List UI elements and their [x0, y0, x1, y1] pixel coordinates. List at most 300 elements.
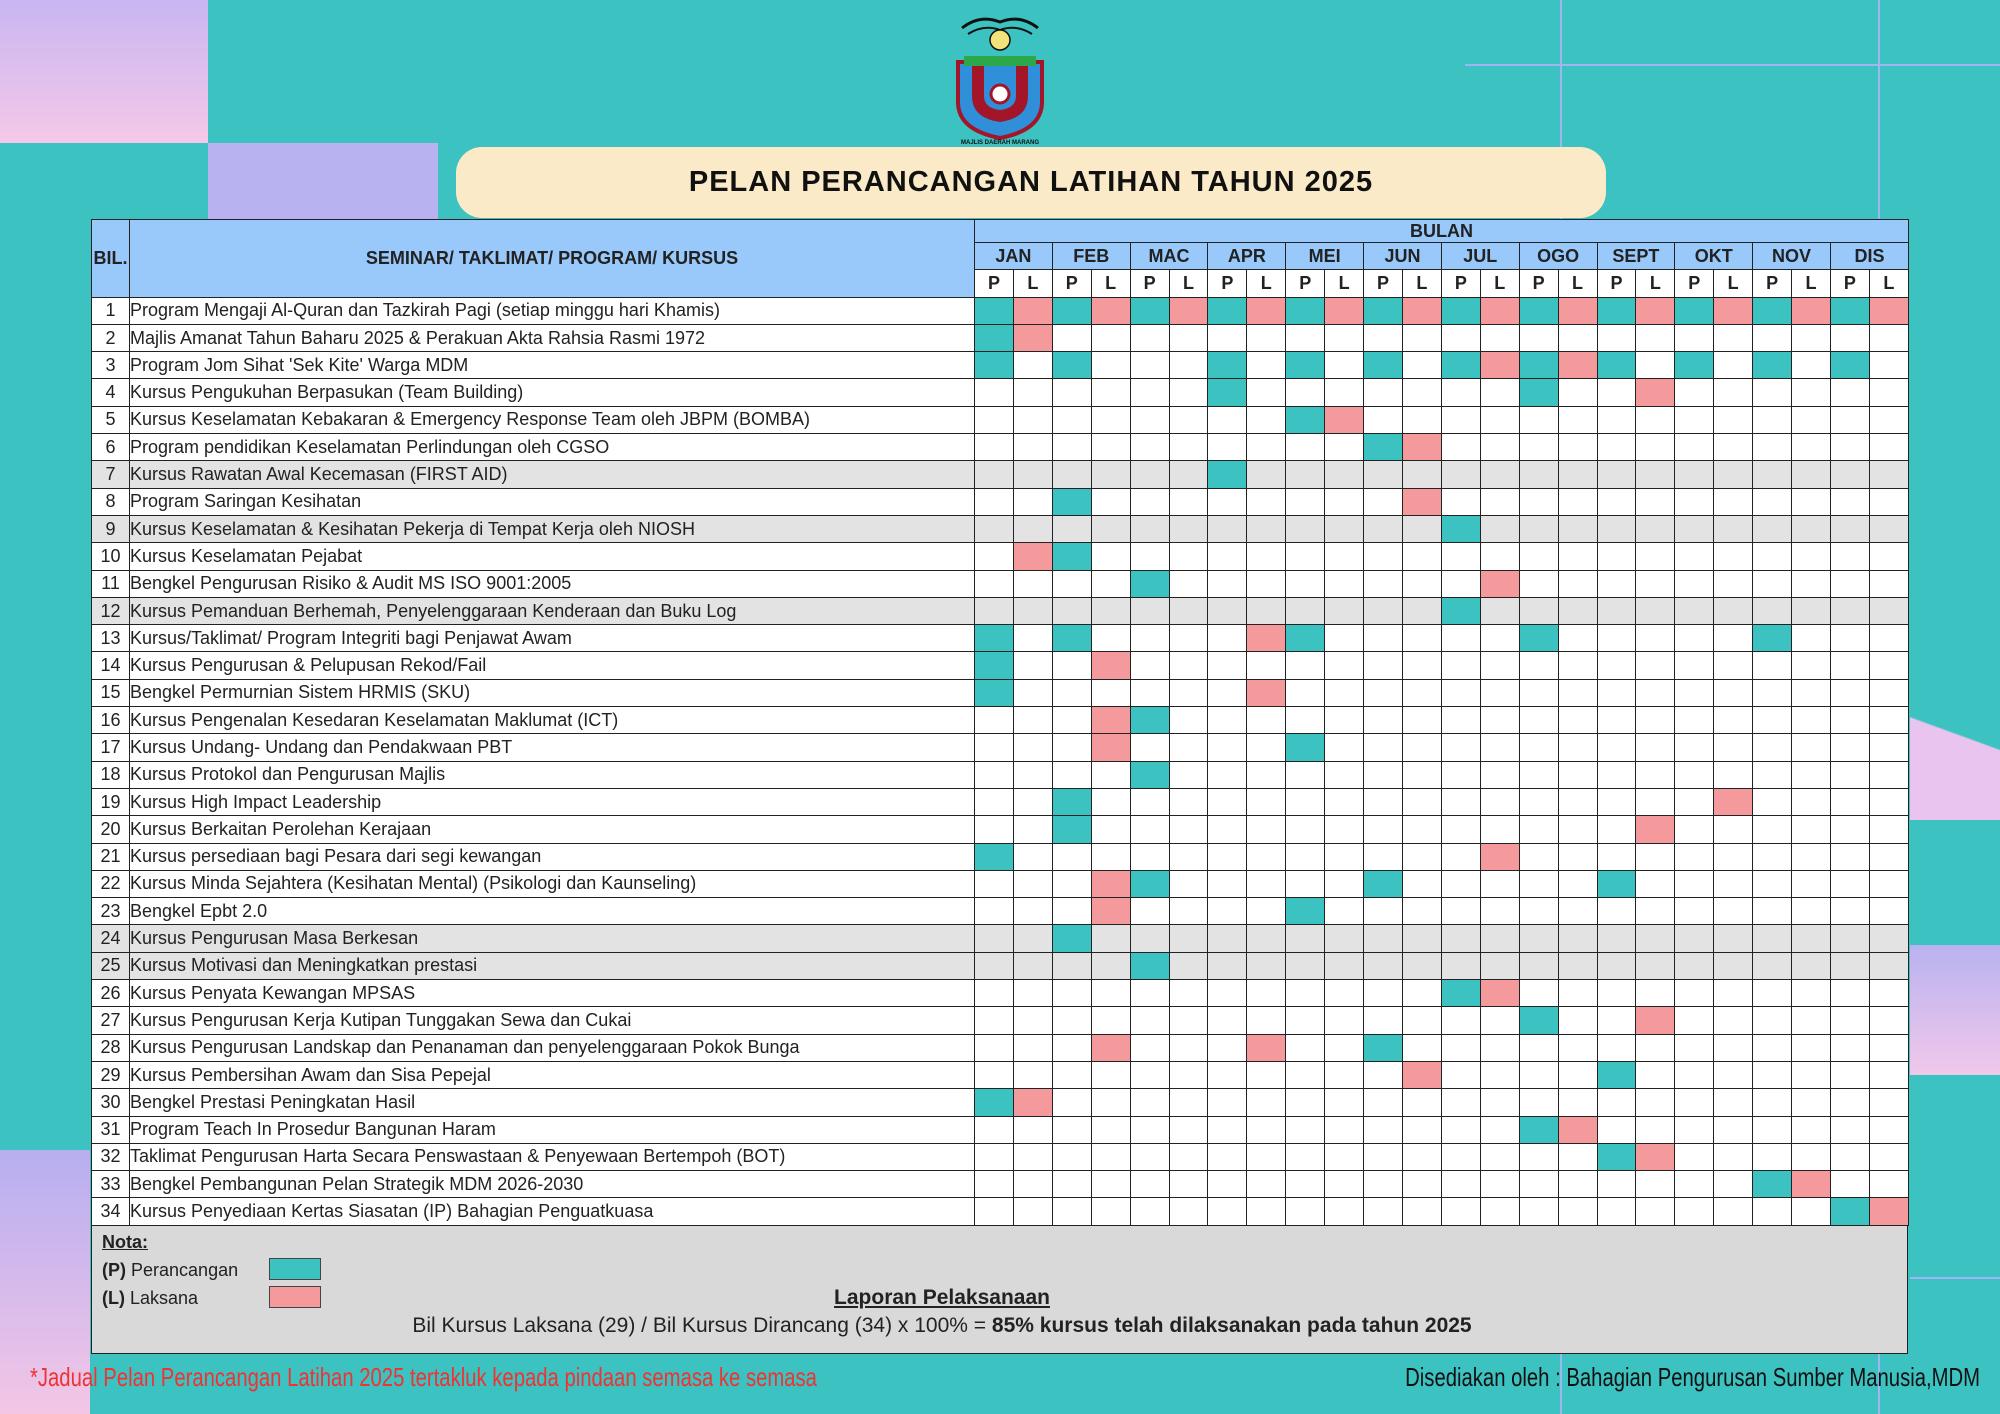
empty-cell [1869, 543, 1908, 570]
program-name: Taklimat Pengurusan Harta Secara Penswastaan & Penyewaan Bertempoh (BOT) [130, 1143, 975, 1170]
empty-cell [1519, 870, 1558, 897]
empty-cell [1325, 461, 1364, 488]
empty-cell [1364, 1061, 1403, 1088]
empty-cell [1130, 434, 1169, 461]
empty-cell [1247, 406, 1286, 433]
done-cell [1714, 788, 1753, 815]
row-number: 4 [92, 379, 130, 406]
done-cell [1792, 297, 1831, 324]
empty-cell [1169, 434, 1208, 461]
empty-cell [1792, 980, 1831, 1007]
row-number: 29 [92, 1061, 130, 1088]
empty-cell [1714, 980, 1753, 1007]
empty-cell [1792, 352, 1831, 379]
empty-cell [1480, 652, 1519, 679]
empty-cell [1597, 406, 1636, 433]
empty-cell [1247, 488, 1286, 515]
table-row [92, 461, 1909, 488]
empty-cell [1013, 570, 1052, 597]
empty-cell [1869, 434, 1908, 461]
planned-cell [1441, 597, 1480, 624]
empty-cell [1286, 597, 1325, 624]
empty-cell [1091, 1143, 1130, 1170]
empty-cell [975, 734, 1014, 761]
empty-cell [1130, 515, 1169, 542]
decor-line [1465, 64, 2000, 66]
empty-cell [1130, 1061, 1169, 1088]
empty-cell [1091, 816, 1130, 843]
empty-cell [1597, 1116, 1636, 1143]
table-row [92, 1034, 1909, 1061]
empty-cell [1753, 488, 1792, 515]
done-cell [1558, 352, 1597, 379]
empty-cell [1597, 434, 1636, 461]
planned-cell [975, 625, 1014, 652]
empty-cell [1402, 761, 1441, 788]
program-name: Kursus Undang- Undang dan Pendakwaan PBT [130, 734, 975, 761]
done-cell [1247, 1034, 1286, 1061]
empty-cell [1558, 1089, 1597, 1116]
empty-cell [1402, 898, 1441, 925]
program-name: Bengkel Permurnian Sistem HRMIS (SKU) [130, 679, 975, 706]
empty-cell [1208, 843, 1247, 870]
program-name: Kursus Rawatan Awal Kecemasan (FIRST AID) [130, 461, 975, 488]
empty-cell [1636, 352, 1675, 379]
empty-cell [1597, 1007, 1636, 1034]
program-name: Kursus Pembersihan Awam dan Sisa Pepejal [130, 1061, 975, 1088]
empty-cell [1247, 570, 1286, 597]
empty-cell [1247, 543, 1286, 570]
table-row [92, 870, 1909, 897]
planned-cell [1830, 297, 1869, 324]
legend-done-code: (L) [102, 1288, 125, 1308]
empty-cell [1364, 1143, 1403, 1170]
empty-cell [1869, 870, 1908, 897]
planned-cell [1364, 870, 1403, 897]
empty-cell [1130, 925, 1169, 952]
program-name: Kursus Keselamatan Pejabat [130, 543, 975, 570]
empty-cell [1091, 925, 1130, 952]
empty-cell [1052, 1198, 1091, 1225]
empty-cell [1208, 952, 1247, 979]
empty-cell [1675, 1061, 1714, 1088]
done-subheader: L [1869, 270, 1908, 297]
empty-cell [1714, 1143, 1753, 1170]
planned-cell [1052, 543, 1091, 570]
empty-cell [1130, 1089, 1169, 1116]
empty-cell [1130, 543, 1169, 570]
empty-cell [1558, 1061, 1597, 1088]
empty-cell [1480, 1061, 1519, 1088]
empty-cell [1013, 625, 1052, 652]
done-cell [1792, 1171, 1831, 1198]
row-number: 18 [92, 761, 130, 788]
empty-cell [1792, 816, 1831, 843]
empty-cell [1714, 352, 1753, 379]
empty-cell [1091, 761, 1130, 788]
empty-cell [1130, 734, 1169, 761]
empty-cell [1441, 952, 1480, 979]
empty-cell [975, 434, 1014, 461]
empty-cell [1013, 734, 1052, 761]
row-number: 26 [92, 980, 130, 1007]
empty-cell [1441, 707, 1480, 734]
empty-cell [1013, 488, 1052, 515]
empty-cell [1013, 461, 1052, 488]
empty-cell [1091, 1198, 1130, 1225]
planned-cell [1519, 1116, 1558, 1143]
empty-cell [1013, 980, 1052, 1007]
done-cell [1636, 1007, 1675, 1034]
empty-cell [1325, 1171, 1364, 1198]
empty-cell [1597, 925, 1636, 952]
empty-cell [1052, 898, 1091, 925]
planned-cell [1130, 707, 1169, 734]
empty-cell [1792, 461, 1831, 488]
empty-cell [1325, 707, 1364, 734]
table-row [92, 652, 1909, 679]
empty-cell [1052, 570, 1091, 597]
empty-cell [1208, 406, 1247, 433]
done-cell [1869, 1198, 1908, 1225]
empty-cell [1675, 379, 1714, 406]
legend-planned [102, 1260, 238, 1281]
table-row [92, 843, 1909, 870]
done-cell [1402, 297, 1441, 324]
done-subheader: L [1636, 270, 1675, 297]
empty-cell [1441, 379, 1480, 406]
empty-cell [1402, 625, 1441, 652]
legend-done-text: Laksana [130, 1288, 199, 1308]
empty-cell [1441, 570, 1480, 597]
empty-cell [1247, 1198, 1286, 1225]
empty-cell [1286, 324, 1325, 351]
empty-cell [1792, 1089, 1831, 1116]
empty-cell [1013, 352, 1052, 379]
planned-cell [1130, 952, 1169, 979]
empty-cell [1013, 434, 1052, 461]
empty-cell [1169, 870, 1208, 897]
empty-cell [1364, 788, 1403, 815]
empty-cell [1675, 324, 1714, 351]
done-cell [1558, 297, 1597, 324]
empty-cell [1130, 461, 1169, 488]
empty-cell [1325, 488, 1364, 515]
empty-cell [1714, 324, 1753, 351]
empty-cell [1169, 543, 1208, 570]
empty-cell [1636, 707, 1675, 734]
empty-cell [975, 952, 1014, 979]
planned-cell [975, 352, 1014, 379]
empty-cell [1013, 707, 1052, 734]
empty-cell [1208, 570, 1247, 597]
empty-cell [1208, 324, 1247, 351]
empty-cell [1792, 788, 1831, 815]
empty-cell [1364, 597, 1403, 624]
table-row [92, 625, 1909, 652]
empty-cell [1364, 488, 1403, 515]
empty-cell [1675, 597, 1714, 624]
empty-cell [1519, 1061, 1558, 1088]
empty-cell [1597, 488, 1636, 515]
planned-cell [1052, 925, 1091, 952]
planned-cell [1597, 1061, 1636, 1088]
empty-cell [1480, 1116, 1519, 1143]
done-cell [1013, 324, 1052, 351]
empty-cell [1869, 597, 1908, 624]
empty-cell [1792, 898, 1831, 925]
program-name: Program Jom Sihat 'Sek Kite' Warga MDM [130, 352, 975, 379]
empty-cell [1247, 379, 1286, 406]
empty-cell [1402, 843, 1441, 870]
empty-cell [1519, 925, 1558, 952]
empty-cell [1325, 1007, 1364, 1034]
empty-cell [1325, 1061, 1364, 1088]
empty-cell [1169, 1061, 1208, 1088]
empty-cell [1130, 1116, 1169, 1143]
month-header: OKT [1675, 243, 1753, 270]
empty-cell [1519, 761, 1558, 788]
empty-cell [1869, 1143, 1908, 1170]
empty-cell [1091, 543, 1130, 570]
planned-subheader: P [1830, 270, 1869, 297]
empty-cell [1519, 515, 1558, 542]
empty-cell [1402, 816, 1441, 843]
empty-cell [1753, 461, 1792, 488]
done-cell [1402, 488, 1441, 515]
empty-cell [1247, 925, 1286, 952]
empty-cell [1792, 1061, 1831, 1088]
empty-cell [1208, 1116, 1247, 1143]
empty-cell [1636, 761, 1675, 788]
empty-cell [1558, 816, 1597, 843]
empty-cell [1402, 352, 1441, 379]
empty-cell [1052, 761, 1091, 788]
empty-cell [1208, 980, 1247, 1007]
table-row [92, 488, 1909, 515]
empty-cell [1208, 1171, 1247, 1198]
empty-cell [1558, 980, 1597, 1007]
empty-cell [1052, 652, 1091, 679]
footer-disclaimer: *Jadual Pelan Perancangan Latihan 2025 tertakluk kepada pindaan semasa ke semasa [30, 1362, 817, 1392]
empty-cell [1364, 843, 1403, 870]
empty-cell [1519, 543, 1558, 570]
empty-cell [1130, 324, 1169, 351]
empty-cell [1208, 925, 1247, 952]
empty-cell [1753, 543, 1792, 570]
empty-cell [1247, 707, 1286, 734]
empty-cell [1869, 1034, 1908, 1061]
done-cell [1480, 570, 1519, 597]
empty-cell [1753, 1007, 1792, 1034]
empty-cell [1480, 734, 1519, 761]
empty-cell [1480, 898, 1519, 925]
empty-cell [1480, 952, 1519, 979]
empty-cell [1091, 488, 1130, 515]
empty-cell [1675, 488, 1714, 515]
empty-cell [1675, 980, 1714, 1007]
empty-cell [1013, 406, 1052, 433]
empty-cell [1792, 597, 1831, 624]
planned-cell [1519, 625, 1558, 652]
planned-cell [1052, 788, 1091, 815]
empty-cell [1325, 625, 1364, 652]
empty-cell [1286, 515, 1325, 542]
empty-cell [1286, 980, 1325, 1007]
empty-cell [1792, 488, 1831, 515]
empty-cell [1247, 597, 1286, 624]
empty-cell [1636, 597, 1675, 624]
planned-cell [1208, 461, 1247, 488]
empty-cell [1130, 1034, 1169, 1061]
empty-cell [1869, 734, 1908, 761]
month-header: NOV [1753, 243, 1831, 270]
planned-cell [1364, 297, 1403, 324]
done-cell [1169, 297, 1208, 324]
empty-cell [1052, 1116, 1091, 1143]
empty-cell [1597, 461, 1636, 488]
row-number: 16 [92, 707, 130, 734]
empty-cell [1130, 1143, 1169, 1170]
empty-cell [1441, 898, 1480, 925]
empty-cell [1753, 324, 1792, 351]
planned-cell [1052, 816, 1091, 843]
empty-cell [1869, 324, 1908, 351]
empty-cell [1480, 324, 1519, 351]
empty-cell [1013, 515, 1052, 542]
empty-cell [1636, 788, 1675, 815]
empty-cell [1714, 1034, 1753, 1061]
empty-cell [1792, 707, 1831, 734]
month-header: DIS [1830, 243, 1908, 270]
empty-cell [1402, 870, 1441, 897]
empty-cell [1792, 1007, 1831, 1034]
empty-cell [1558, 952, 1597, 979]
empty-cell [1869, 406, 1908, 433]
empty-cell [1247, 324, 1286, 351]
empty-cell [1480, 434, 1519, 461]
program-name: Bengkel Epbt 2.0 [130, 898, 975, 925]
done-subheader: L [1013, 270, 1052, 297]
empty-cell [1830, 488, 1869, 515]
empty-cell [1869, 843, 1908, 870]
empty-cell [975, 707, 1014, 734]
empty-cell [1519, 1171, 1558, 1198]
month-header: MAC [1130, 243, 1208, 270]
notes-panel [91, 1225, 1908, 1354]
empty-cell [975, 761, 1014, 788]
empty-cell [1013, 761, 1052, 788]
done-subheader: L [1402, 270, 1441, 297]
empty-cell [1169, 488, 1208, 515]
empty-cell [1325, 1089, 1364, 1116]
empty-cell [1636, 625, 1675, 652]
row-number: 24 [92, 925, 130, 952]
empty-cell [1792, 952, 1831, 979]
empty-cell [1091, 788, 1130, 815]
empty-cell [1247, 761, 1286, 788]
empty-cell [1558, 1171, 1597, 1198]
report-title: Laporan Pelaksanaan [834, 1286, 1050, 1309]
empty-cell [1091, 952, 1130, 979]
done-subheader: L [1325, 270, 1364, 297]
empty-cell [1558, 843, 1597, 870]
empty-cell [1286, 1198, 1325, 1225]
empty-cell [1325, 980, 1364, 1007]
empty-cell [1364, 980, 1403, 1007]
done-cell [1091, 734, 1130, 761]
empty-cell [1753, 434, 1792, 461]
decor-block-right [1910, 945, 2000, 1075]
empty-cell [1013, 898, 1052, 925]
empty-cell [1286, 461, 1325, 488]
empty-cell [1208, 1089, 1247, 1116]
empty-cell [1247, 734, 1286, 761]
empty-cell [975, 870, 1014, 897]
empty-cell [1830, 625, 1869, 652]
empty-cell [1286, 952, 1325, 979]
empty-cell [1675, 570, 1714, 597]
empty-cell [975, 1116, 1014, 1143]
empty-cell [1325, 379, 1364, 406]
empty-cell [1247, 870, 1286, 897]
empty-cell [1052, 515, 1091, 542]
empty-cell [1052, 679, 1091, 706]
empty-cell [1247, 816, 1286, 843]
empty-cell [1753, 1143, 1792, 1170]
empty-cell [1519, 707, 1558, 734]
empty-cell [1325, 515, 1364, 542]
empty-cell [1792, 925, 1831, 952]
empty-cell [1753, 652, 1792, 679]
empty-cell [1402, 1007, 1441, 1034]
empty-cell [1519, 679, 1558, 706]
empty-cell [1013, 597, 1052, 624]
empty-cell [1013, 1034, 1052, 1061]
empty-cell [1792, 406, 1831, 433]
empty-cell [1753, 597, 1792, 624]
empty-cell [1869, 515, 1908, 542]
empty-cell [1091, 570, 1130, 597]
row-number: 13 [92, 625, 130, 652]
empty-cell [1519, 952, 1558, 979]
empty-cell [1636, 843, 1675, 870]
empty-cell [1519, 461, 1558, 488]
empty-cell [1519, 597, 1558, 624]
planned-cell [1052, 297, 1091, 324]
done-cell [1091, 870, 1130, 897]
empty-cell [1480, 816, 1519, 843]
empty-cell [1675, 870, 1714, 897]
program-name: Program pendidikan Keselamatan Perlindungan oleh CGSO [130, 434, 975, 461]
empty-cell [1286, 652, 1325, 679]
empty-cell [1441, 625, 1480, 652]
empty-cell [1636, 925, 1675, 952]
empty-cell [1441, 1171, 1480, 1198]
empty-cell [1402, 1116, 1441, 1143]
empty-cell [1519, 816, 1558, 843]
empty-cell [1402, 570, 1441, 597]
empty-cell [1364, 406, 1403, 433]
row-number: 27 [92, 1007, 130, 1034]
empty-cell [1130, 652, 1169, 679]
empty-cell [1441, 788, 1480, 815]
planned-subheader: P [1130, 270, 1169, 297]
empty-cell [1597, 379, 1636, 406]
empty-cell [1208, 788, 1247, 815]
empty-cell [1325, 543, 1364, 570]
empty-cell [1169, 597, 1208, 624]
